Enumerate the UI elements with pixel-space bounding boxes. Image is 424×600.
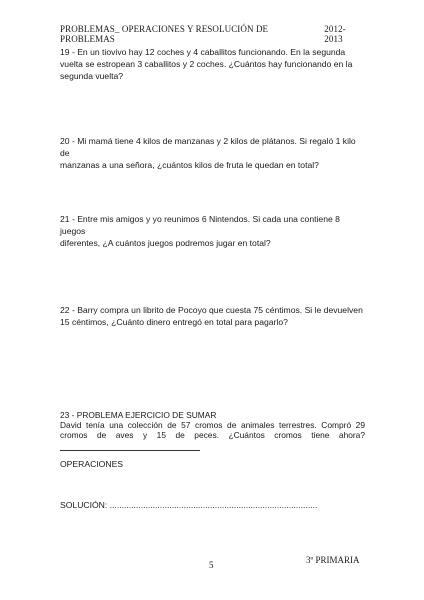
problem-21: [60, 213, 365, 249]
problem-23-title: 23 - PROBLEMA EJERCICIO DE SUMAR: [60, 410, 217, 420]
grade-label: 3º PRIMARIA: [306, 555, 360, 565]
problem-line: 22 - Barry compra un librito de Pocoyo que cuesta 75 céntimos. Si le devuelven: [60, 305, 363, 315]
problem-line: segunda vuelta?: [60, 71, 124, 81]
problem-line: vuelta se estropean 3 caballitos y 2 coches. ¿Cuántos hay funcionando en la: [60, 59, 353, 69]
answer-underline: [60, 450, 200, 451]
problem-20: [60, 135, 365, 171]
problem-23: [60, 410, 365, 440]
problem-line: 21 - Entre mis amigos y yo reunimos 6 Nintendos. Si cada una contiene 8 juegos: [60, 214, 340, 236]
header-year: 2012-2013: [324, 24, 346, 44]
problem-line: diferentes, ¿A cuántos juegos podremos jugar en total?: [60, 238, 271, 248]
operations-label: OPERACIONES: [60, 459, 124, 469]
page-number: 5: [209, 560, 214, 570]
problem-line: manzanas a una señora, ¿cuántos kilos de fruta le quedan en total?: [60, 160, 319, 170]
solution-line: SOLUCIÓN: .......................................................................................: [60, 500, 318, 510]
problem-line: 19 - En un tiovivo hay 12 coches y 4 caballitos funcionando. En la segunda: [60, 47, 346, 57]
problem-line: David tenía una colección de 57 cromos de animales terrestres. Compró 29: [60, 420, 365, 430]
problem-line: 15 céntimos, ¿Cuánto dinero entregó en total para pagarlo?: [60, 317, 288, 327]
problem-line: 20 - Mi mamá tiene 4 kilos de manzanas y 2 kilos de plátanos. Si regaló 1 kilo de: [60, 136, 356, 158]
problem-22: [60, 304, 365, 328]
page-header: [60, 24, 364, 44]
problem-19: [60, 46, 365, 82]
problem-line: cromos de aves y 15 de peces. ¿Cuántos cromos tiene ahora?: [60, 430, 365, 440]
header-title: PROBLEMAS_ OPERACIONES Y RESOLUCIÓN DE PROBLEMAS: [60, 24, 269, 44]
